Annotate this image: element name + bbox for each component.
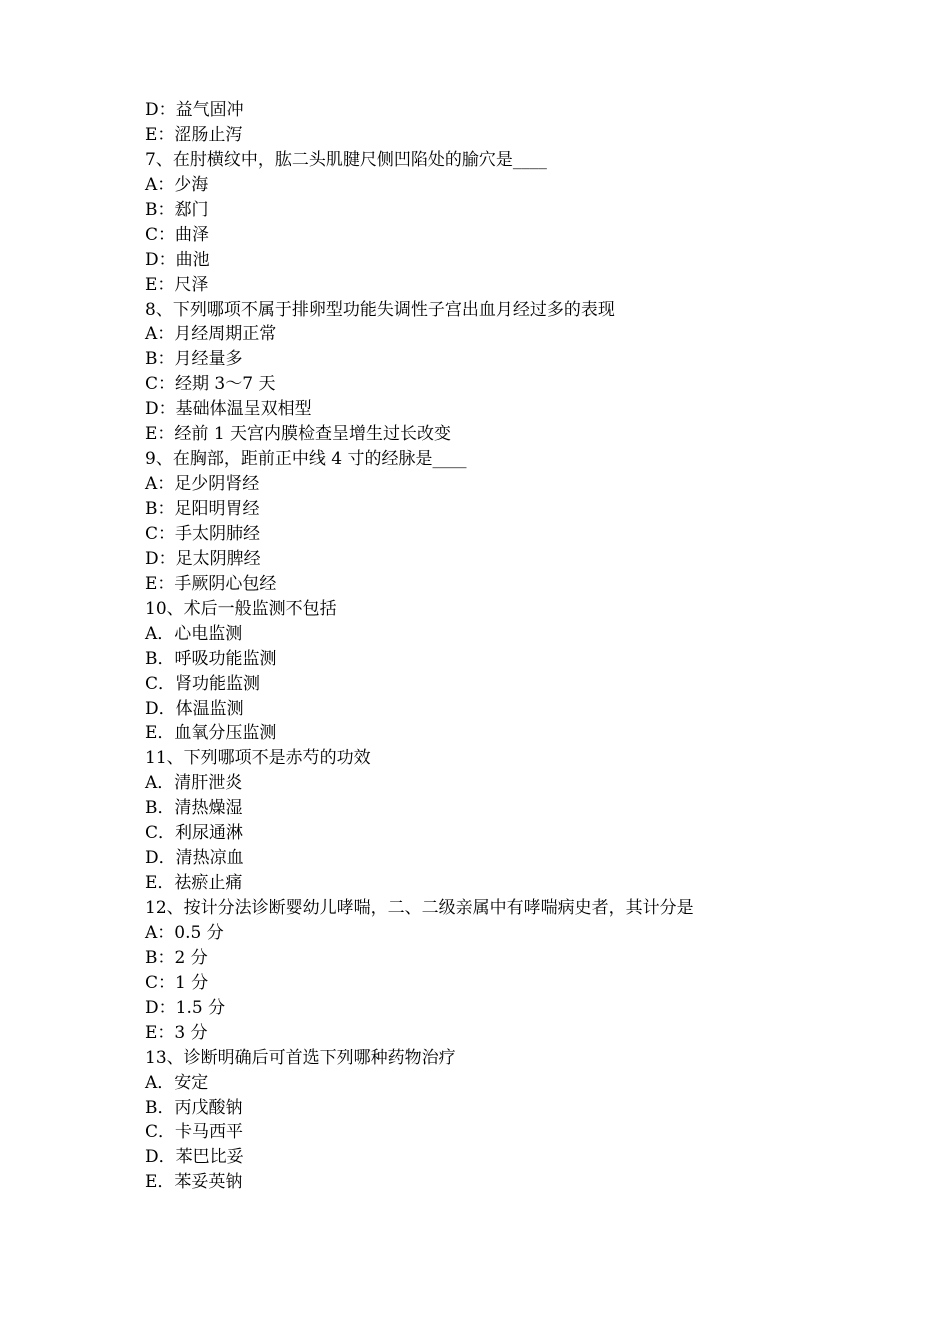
option-line: C：1 分 (145, 972, 209, 993)
question-line: 8、下列哪项不属于排卵型功能失调性子宫出血月经过多的表现 (145, 299, 615, 320)
question-line: 7、在肘横纹中，肱二头肌腱尺侧凹陷处的腧穴是____ (145, 149, 547, 170)
option-line: D：曲池 (145, 249, 210, 270)
option-line: E：3 分 (145, 1022, 208, 1043)
option-line: E：手厥阴心包经 (145, 573, 277, 594)
option-line: A：月经周期正常 (145, 324, 277, 345)
option-line: D：足太阴脾经 (145, 548, 261, 569)
option-line: A：少海 (145, 174, 209, 195)
option-line: C．肾功能监测 (145, 673, 261, 694)
question-line: 10、术后一般监测不包括 (145, 598, 337, 619)
option-line: C．卡马西平 (145, 1122, 244, 1143)
option-line: D．体温监测 (145, 698, 244, 719)
option-line: A：足少阴肾经 (145, 474, 260, 495)
option-line: A．清肝泄炎 (145, 773, 243, 794)
option-line: C：手太阴肺经 (145, 523, 261, 544)
option-line: B：2 分 (145, 947, 208, 968)
option-line: B．清热燥湿 (145, 798, 243, 819)
option-line: B：月经量多 (145, 349, 243, 370)
option-line: A．安定 (145, 1072, 209, 1093)
option-line: E：涩肠止泻 (145, 124, 243, 145)
option-line: B．丙戊酸钠 (145, 1097, 243, 1118)
option-line: B：足阳明胃经 (145, 499, 260, 519)
option-line: C：曲泽 (145, 224, 210, 245)
option-line: E：经前 1 天宫内膜检查呈增生过长改变 (145, 424, 452, 445)
option-line: D：益气固冲 (145, 100, 244, 120)
question-line: 13、诊断明确后可首选下列哪种药物治疗 (145, 1047, 456, 1068)
option-line: E：尺泽 (145, 274, 209, 295)
option-line: A．心电监测 (145, 623, 243, 644)
document-body (145, 98, 925, 1195)
option-line: E．祛瘀止痛 (145, 873, 243, 894)
option-line: C：经期 3～7 天 (145, 374, 276, 395)
option-line: E．苯妥英钠 (145, 1172, 243, 1193)
option-line: B：郄门 (145, 199, 209, 220)
option-line: D：1.5 分 (145, 997, 226, 1018)
question-line: 12、按计分法诊断婴幼儿哮喘，二、二级亲属中有哮喘病史者，其计分是 (145, 898, 694, 918)
option-line: D．苯巴比妥 (145, 1147, 244, 1168)
option-line: D．清热凉血 (145, 848, 244, 869)
option-line: E．血氧分压监测 (145, 723, 277, 744)
option-line: C．利尿通淋 (145, 823, 244, 844)
option-line: A：0.5 分 (145, 922, 224, 943)
question-line: 11、下列哪项不是赤芍的功效 (145, 748, 371, 769)
option-line: B．呼吸功能监测 (145, 648, 277, 669)
question-line: 9、在胸部，距前正中线 4 寸的经脉是____ (145, 449, 467, 470)
option-line: D：基础体温呈双相型 (145, 399, 312, 420)
